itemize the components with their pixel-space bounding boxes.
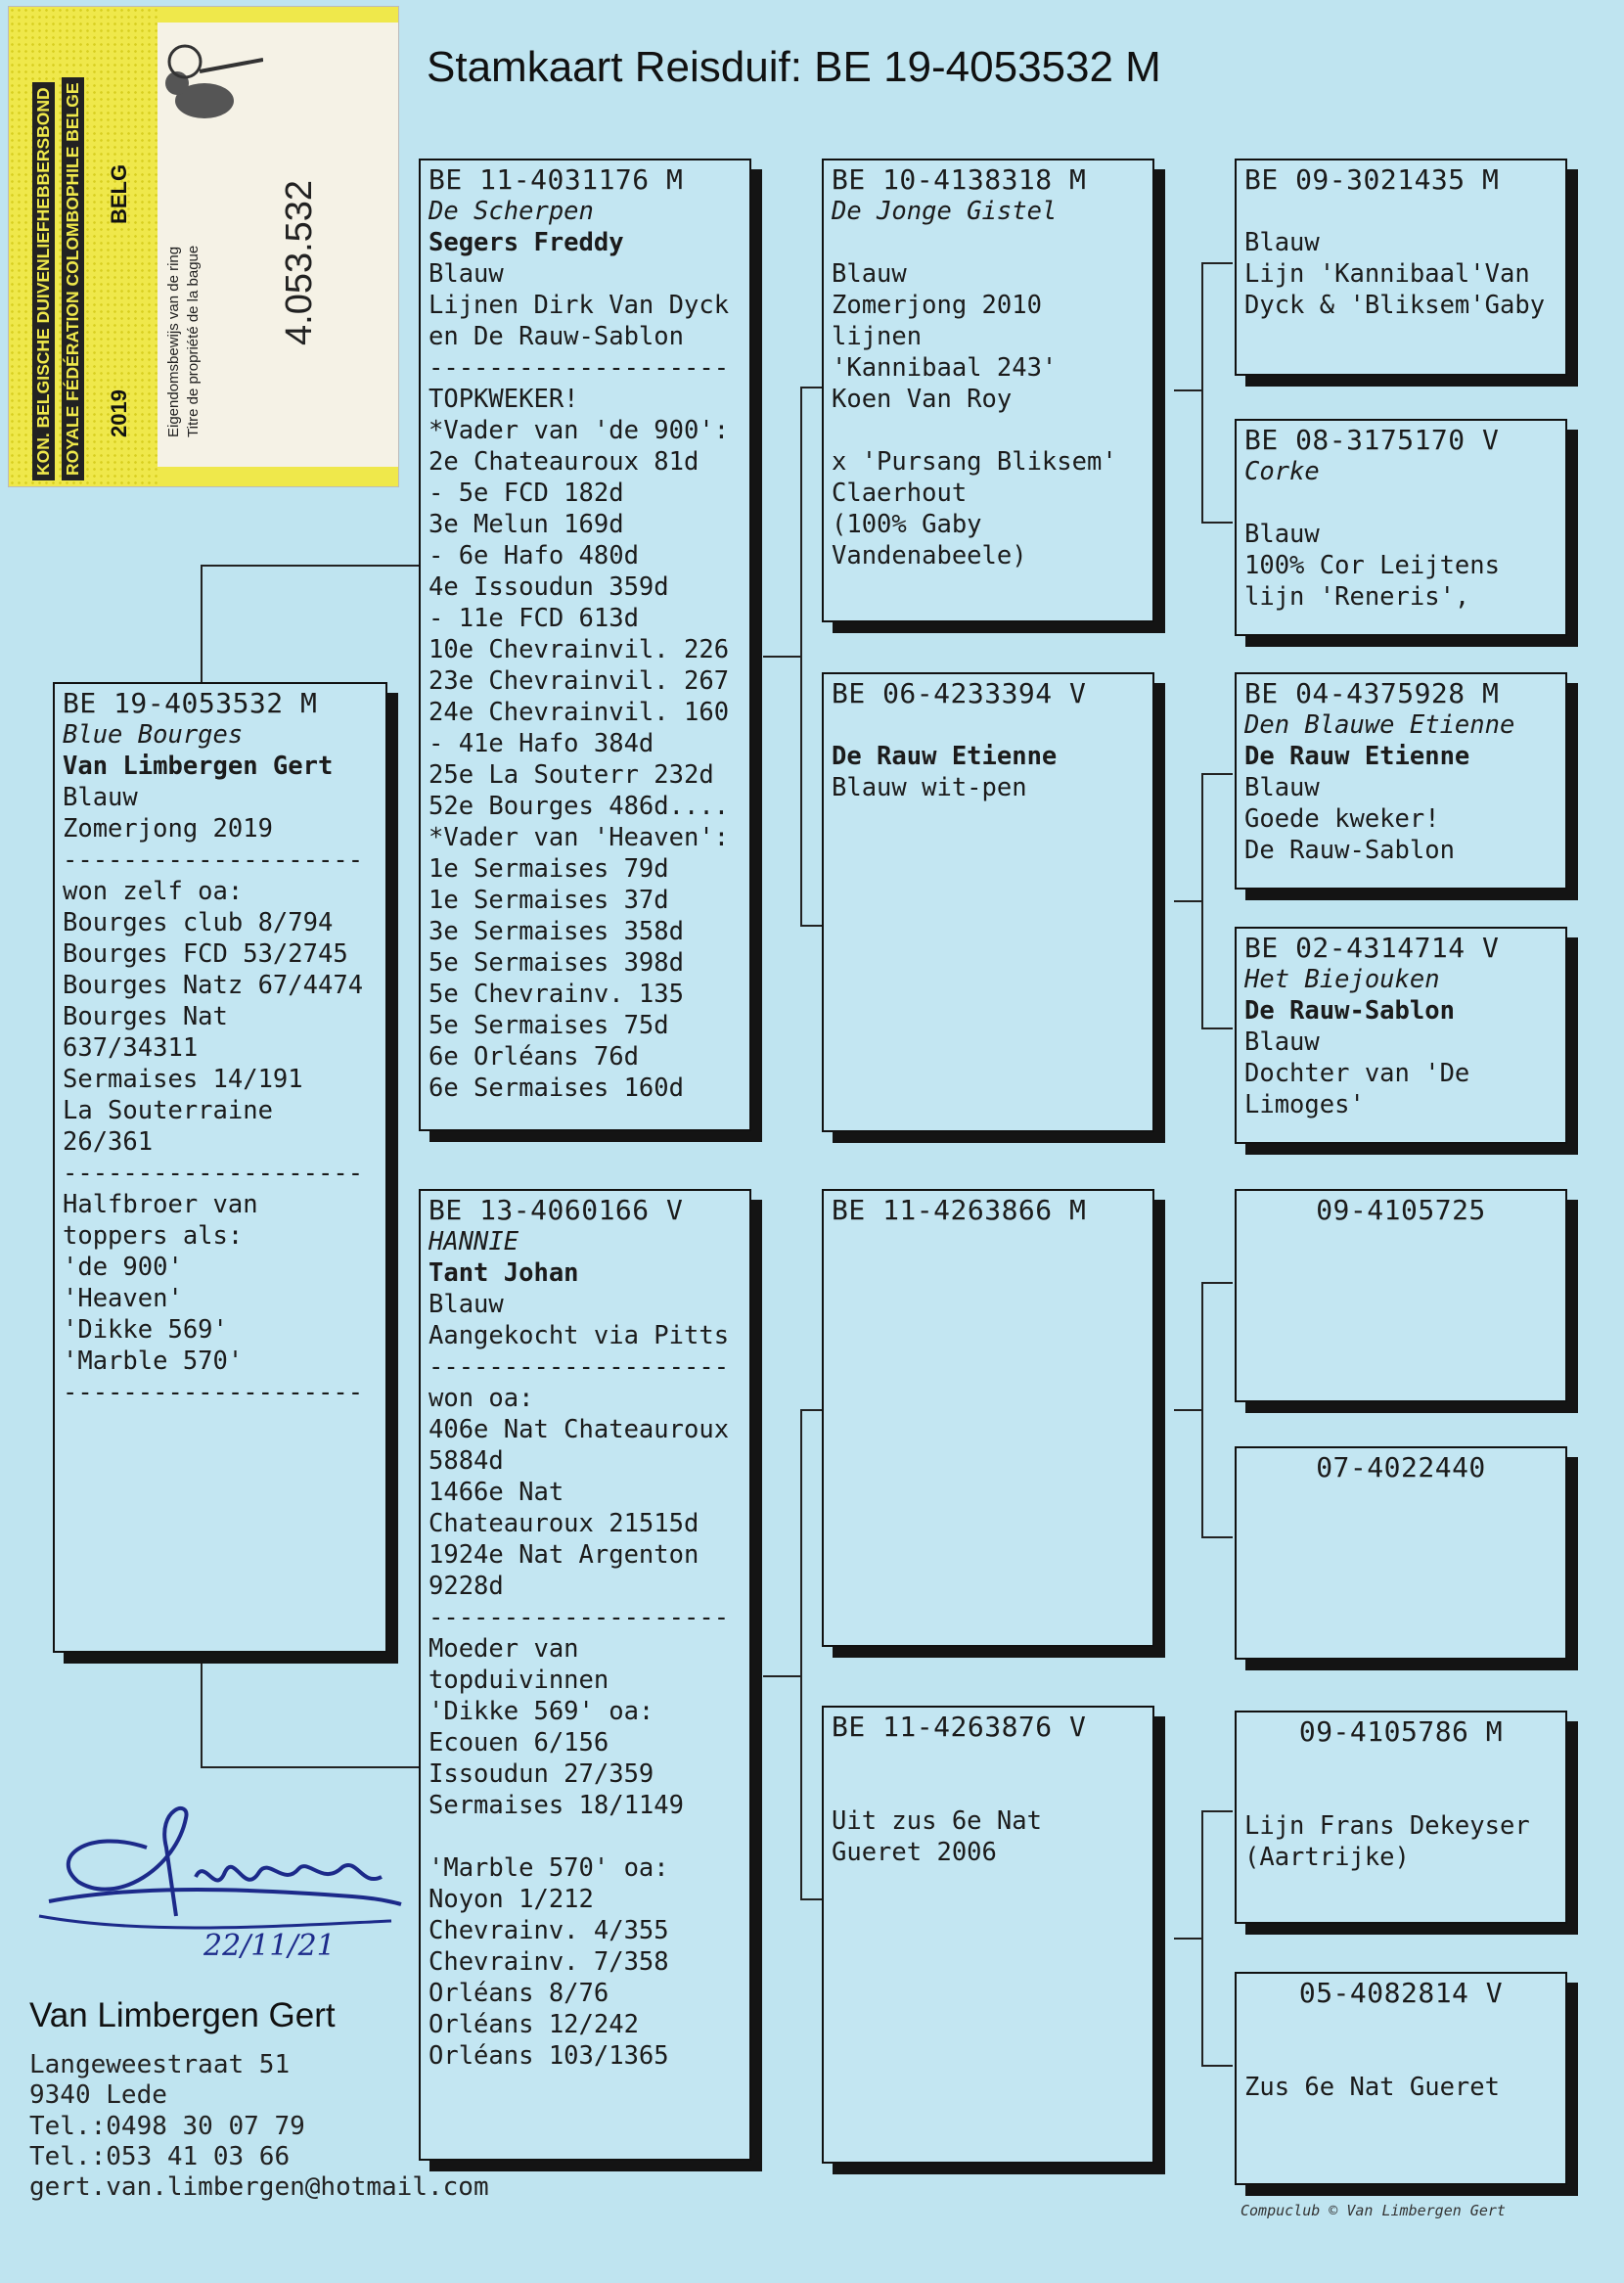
info-line: 'Marble 570' oa: [429,1853,669,1883]
ownership-fr: Titre de propriété de la bague [185,245,202,437]
separator: -------------------- [63,1378,364,1407]
info-line: TOPKWEKER! [429,385,579,414]
ring-number: 07-4022440 [1316,1451,1486,1484]
info-line: Chateauroux 21515d [429,1509,699,1538]
info-line: 5e Sermaises 75d [429,1011,669,1040]
owner-name: Van Limbergen Gert [29,1996,336,2034]
info-line: Limoges' [1244,1090,1365,1119]
software-credit: Compuclub © Van Limbergen Gert [1241,2202,1506,2219]
info-line: 6e Sermaises 160d [429,1073,684,1103]
info-line: Lijn Frans Dekeyser [1244,1811,1530,1841]
breeder-name: Tant Johan [429,1258,579,1288]
info-line: 6e Orléans 76d [429,1042,639,1072]
info-line: Bourges Nat [63,1002,228,1031]
info-line: Blauw [832,259,907,289]
info-line: 1924e Nat Argenton [429,1540,699,1570]
ggp-mmm-card [1235,1972,1567,2185]
info-line: 3e Melun 169d [429,510,624,539]
ring-number: BE 19-4053532 M [63,687,318,719]
ring-number: BE 11-4263866 M [832,1194,1087,1226]
info-line: - 41e Hafo 384d [429,729,654,758]
info-line: 5884d [429,1446,504,1476]
ring-number: BE 09-3021435 M [1244,163,1500,196]
breeder-name: De Rauw Etienne [832,742,1058,771]
info-line: toppers als: [63,1221,244,1251]
owner-email: gert.van.limbergen@hotmail.com [29,2172,489,2202]
breeder-name: De Rauw Etienne [1244,742,1470,771]
info-line: lijnen [832,322,923,351]
info-line: 'Dikke 569' oa: [429,1697,654,1726]
info-line: 'Dikke 569' [63,1315,228,1345]
ring-country: BELG [107,163,131,224]
info-line: *Vader van 'de 900': [429,416,730,445]
info-line: Chevrainv. 4/355 [429,1916,669,1945]
info-line: Orléans 8/76 [429,1979,609,2008]
ring-number: BE 11-4263876 V [832,1711,1087,1743]
pigeon-name: De Scherpen [429,197,594,226]
info-line: Sermaises 14/191 [63,1065,303,1094]
owner-phone-landline: Tel.:053 41 03 66 [29,2142,291,2171]
info-line: Uit zus 6e Nat [832,1806,1042,1836]
info-line: x 'Pursang Bliksem' [832,447,1117,477]
info-line: Blauw [1244,520,1320,549]
info-line: *Vader van 'Heaven': [429,823,730,852]
separator: -------------------- [429,1603,730,1632]
separator: -------------------- [429,1352,730,1382]
ring-year: 2019 [107,389,131,437]
father-card [419,159,751,1131]
ggp-fff-card [1235,159,1567,376]
ggp-fmf-card [1235,672,1567,890]
info-line: 10e Chevrainvil. 226 [429,635,730,664]
ring-number: 05-4082814 V [1298,1977,1504,2009]
info-line: Blauw [429,1290,504,1319]
info-line: Noyon 1/212 [429,1885,594,1914]
info-line: 23e Chevrainvil. 267 [429,666,730,696]
info-line: - 11e FCD 613d [429,604,639,633]
info-line: Claerhout [832,479,968,508]
info-line: Blauw [429,259,504,289]
info-line: topduivinnen [429,1666,609,1695]
ring-number: BE 04-4375928 M [1244,677,1500,709]
info-line: 4e Issoudun 359d [429,572,669,602]
ring-number: 09-4105725 [1316,1194,1486,1226]
info-line: 24e Chevrainvil. 160 [429,698,730,727]
info-line: (Aartrijke) [1244,1843,1410,1872]
info-line: Zomerjong 2019 [63,814,273,844]
pigeon-name: Het Biejouken [1244,965,1440,994]
info-line: 3e Sermaises 358d [429,917,684,946]
info-line: Orléans 103/1365 [429,2041,669,2071]
info-line: 25e La Souterr 232d [429,760,714,790]
pigeon-name: De Jonge Gistel [832,197,1058,226]
ring-number: BE 02-4314714 V [1244,932,1500,964]
ggp-ffm-card [1235,419,1567,636]
info-line: Issoudun 27/359 [429,1759,654,1789]
ring-number: BE 10-4138318 M [832,163,1087,196]
info-line: 26/361 [63,1127,154,1157]
info-line: en De Rauw-Sablon [429,322,684,351]
subject-pigeon-card [53,682,387,1653]
info-line: 'Marble 570' [63,1347,244,1376]
separator: -------------------- [63,845,364,875]
info-line: Dochter van 'De [1244,1059,1470,1088]
info-line: won oa: [429,1384,534,1413]
pigeon-name: HANNIE [429,1227,519,1256]
mother-father-card [822,1189,1154,1647]
info-line: La Souterraine [63,1096,273,1125]
breeder-name: De Rauw-Sablon [1244,996,1455,1026]
info-line: Bourges Natz 67/4474 [63,971,364,1000]
info-line: Koen Van Roy [832,385,1013,414]
info-line: 100% Cor Leijtens [1244,551,1500,580]
mother-card [419,1189,751,2161]
owner-street: Langeweestraat 51 [29,2050,291,2079]
info-line: 5e Chevrainv. 135 [429,980,684,1009]
info-line: Ecouen 6/156 [429,1728,609,1758]
ring-number: BE 13-4060166 V [429,1194,684,1226]
ring-number: BE 06-4233394 V [832,677,1087,709]
info-line: 52e Bourges 486d.... [429,792,730,821]
ownership-nl: Eigendomsbewijs van de ring [165,246,182,437]
owner-city: 9340 Lede [29,2080,167,2110]
info-line: Zomerjong 2010 [832,291,1042,320]
info-line: 'Kannibaal 243' [832,353,1058,383]
info-line: Gueret 2006 [832,1838,997,1867]
signature-date: 22/11/21 [203,1929,336,1963]
info-line: 5e Sermaises 398d [429,948,684,978]
info-line: Vandenabeele) [832,541,1027,571]
info-line: Blauw wit-pen [832,773,1027,802]
ggp-mfm-card [1235,1446,1567,1660]
info-line: Blauw [1244,1027,1320,1057]
org-name-nl: KON. BELGISCHE DUIVENLIEFHEBBERSBOND [32,82,55,480]
info-line: Moeder van [429,1634,579,1664]
ring-number: BE 08-3175170 V [1244,424,1500,456]
handwritten-signature [29,1789,440,1985]
info-line: Goede kweker! [1244,804,1440,834]
info-line: 'de 900' [63,1253,183,1282]
org-name-fr: ROYALE FÉDÉRATION COLOMBOPHILE BELGE [62,77,84,480]
breeder-name: Segers Freddy [429,228,624,257]
info-line: 9228d [429,1572,504,1601]
info-line: (100% Gaby [832,510,982,539]
info-line: - 5e FCD 182d [429,479,624,508]
federation-emblem-icon [116,32,263,169]
info-line: Chevrainv. 7/358 [429,1947,669,1977]
info-line: 406e Nat Chateauroux [429,1415,730,1444]
ring-number: 09-4105786 M [1298,1715,1504,1748]
info-line: Lijnen Dirk Van Dyck [429,291,730,320]
info-line: 'Heaven' [63,1284,183,1313]
info-line: 1e Sermaises 79d [429,854,669,884]
ring-number: BE 11-4031176 M [429,163,684,196]
pigeon-name: Blue Bourges [63,720,244,750]
info-line: won zelf oa: [63,877,244,906]
father-father-card [822,159,1154,622]
info-line: Blauw [63,783,138,812]
breeder-name: Van Limbergen Gert [63,752,334,781]
info-line: Blauw [1244,773,1320,802]
info-line: De Rauw-Sablon [1244,836,1455,865]
info-line: Orléans 12/242 [429,2010,639,2039]
ring-number: 4.053.532 [279,179,320,345]
separator: -------------------- [429,353,730,383]
owner-phone-mobile: Tel.:0498 30 07 79 [29,2112,305,2141]
separator: -------------------- [63,1159,364,1188]
info-line: Aangekocht via Pitts [429,1321,730,1350]
info-line: lijn 'Reneris', [1244,582,1470,612]
pigeon-name: Corke [1244,457,1320,486]
info-line: 1466e Nat [429,1478,564,1507]
info-line: 1e Sermaises 37d [429,886,669,915]
info-line: 2e Chateauroux 81d [429,447,699,477]
info-line: - 6e Hafo 480d [429,541,639,571]
ggp-mff-card [1235,1189,1567,1402]
info-line: Dyck & 'Bliksem'Gaby [1244,291,1546,320]
info-line: Blauw [1244,228,1320,257]
info-line: Bourges FCD 53/2745 [63,939,348,969]
info-line: Halfbroer van [63,1190,258,1219]
info-line: 637/34311 [63,1033,199,1063]
mother-mother-card [822,1706,1154,2164]
ggp-mmf-card [1235,1711,1567,1924]
ring-certificate-label [8,6,399,487]
father-mother-card [822,672,1154,1132]
info-line: Bourges club 8/794 [63,908,334,937]
pigeon-name: Den Blauwe Etienne [1244,710,1515,740]
info-line: Zus 6e Nat Gueret [1244,2073,1500,2102]
info-line: Sermaises 18/1149 [429,1791,684,1820]
page-title: Stamkaart Reisduif: BE 19-4053532 M [427,43,1161,91]
info-line: Lijn 'Kannibaal'Van [1244,259,1530,289]
ggp-fmm-card [1235,927,1567,1144]
